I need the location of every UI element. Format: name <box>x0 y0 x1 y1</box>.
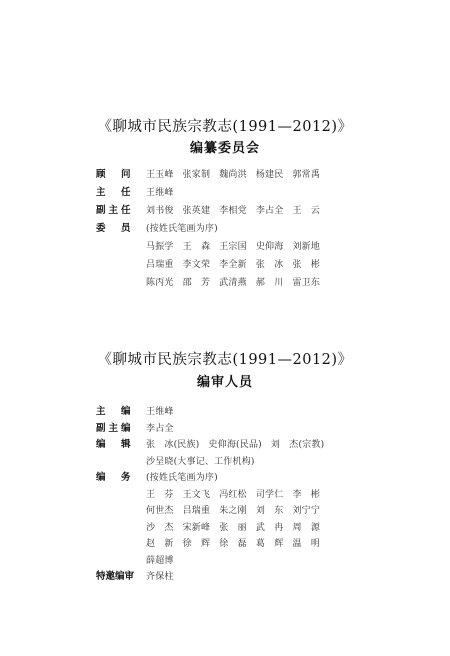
person-name: 刘宁宁 <box>292 506 321 516</box>
person-name: 徐 辉 <box>182 539 211 549</box>
names-line <box>146 488 329 502</box>
person-name: 刘 东 <box>255 506 284 516</box>
person-name: 王维峰 <box>146 407 174 417</box>
names-line <box>146 222 227 236</box>
role-label: 主 编 <box>96 406 134 417</box>
person-name: 张 彬 <box>292 260 321 270</box>
person-name: 吕瑞重 <box>146 260 174 270</box>
person-name: 刘书俊 <box>146 206 174 216</box>
person-name: 吕瑞重 <box>182 506 211 516</box>
person-name: 张 丽 <box>219 522 247 533</box>
role-label: 主 任 <box>96 187 134 198</box>
names-line <box>146 258 329 272</box>
person-name: 温 明 <box>292 539 321 549</box>
section2-subtitle: 编审人员 <box>196 375 253 390</box>
person-name: 张 冰(民族) <box>146 440 200 450</box>
person-name: 齐保柱 <box>146 572 174 582</box>
role-label: 顾 问 <box>96 169 134 180</box>
section1-subtitle: 编纂委员会 <box>189 141 260 156</box>
person-name: 朱之刚 <box>219 506 247 516</box>
names-line <box>146 471 227 485</box>
person-name: 武 冉 <box>255 522 284 533</box>
person-name: 王宗国 <box>219 242 247 252</box>
person-name: 司学仁 <box>255 489 284 500</box>
names-line <box>146 276 329 290</box>
person-name: 薛超博 <box>146 555 174 566</box>
person-name: 史仰海 <box>255 242 284 252</box>
person-name: 徐 磊 <box>219 539 247 549</box>
person-name: 张家制 <box>182 170 211 180</box>
person-name: 冯红松 <box>219 489 247 500</box>
names-line <box>146 422 183 436</box>
names-line <box>146 186 183 200</box>
person-name: 宋新峰 <box>182 522 211 533</box>
person-name: 赵 新 <box>146 539 174 549</box>
names-line <box>146 554 183 568</box>
role-label: 委 员 <box>96 223 134 234</box>
person-name: 王 芬 <box>146 489 174 500</box>
names-line <box>146 168 329 182</box>
person-name: 史仰海(民品) <box>208 440 262 450</box>
person-name: (按姓氏笔画为序) <box>146 473 218 483</box>
person-name: 刘新地 <box>292 242 321 252</box>
person-name: 郭常禹 <box>292 170 321 180</box>
person-name: 王玉峰 <box>146 170 174 180</box>
person-name: 王文飞 <box>182 489 211 500</box>
person-name: 李全新 <box>219 260 247 270</box>
person-name: 杨建民 <box>255 170 284 180</box>
names-line <box>146 438 333 452</box>
person-name: 沙 杰 <box>146 522 174 533</box>
person-name: 王维峰 <box>146 188 174 198</box>
role-label: 副主任 <box>96 205 134 216</box>
role-label: 特邀编审 <box>96 571 135 582</box>
names-line <box>146 204 329 218</box>
role-label: 编 辑 <box>96 439 134 450</box>
names-line <box>146 504 329 518</box>
person-name: 王 云 <box>292 206 321 216</box>
person-name: 刘 杰(宗教) <box>270 440 325 450</box>
role-label: 编 务 <box>96 472 134 483</box>
names-line <box>146 537 329 551</box>
person-name: 王 森 <box>182 242 211 252</box>
person-name: 李 彬 <box>292 489 321 500</box>
person-name: 沙呈晓(大事记、工作机构) <box>146 456 255 467</box>
person-name: 李相党 <box>219 206 247 216</box>
person-name: 魏尚洪 <box>219 170 247 180</box>
person-name: 李占全 <box>146 423 174 434</box>
role-label: 副主编 <box>96 422 134 434</box>
person-name: 葛 辉 <box>255 539 284 549</box>
person-name: 陈丙光 <box>146 278 174 288</box>
person-name: 张英建 <box>182 206 211 216</box>
person-name: 武清燕 <box>219 278 247 288</box>
section1-title: 《聊城市民族宗教志(1991—2012)》 <box>97 119 353 135</box>
person-name: 邵 芳 <box>182 278 211 288</box>
names-line <box>146 570 183 584</box>
names-line <box>146 521 329 535</box>
person-name: 雷卫东 <box>292 278 321 288</box>
person-name: 马振学 <box>146 242 174 252</box>
person-name: 周 源 <box>292 522 321 533</box>
person-name: 郝 川 <box>255 278 284 288</box>
names-line <box>146 455 264 469</box>
names-line <box>146 405 183 419</box>
names-line <box>146 240 329 254</box>
person-name: (按姓氏笔画为序) <box>146 224 218 234</box>
person-name: 何世杰 <box>146 506 174 516</box>
person-name: 李文荣 <box>182 260 211 270</box>
section2-title: 《聊城市民族宗教志(1991—2012)》 <box>97 352 353 368</box>
person-name: 李占全 <box>255 206 284 216</box>
person-name: 张 冰 <box>255 260 284 270</box>
